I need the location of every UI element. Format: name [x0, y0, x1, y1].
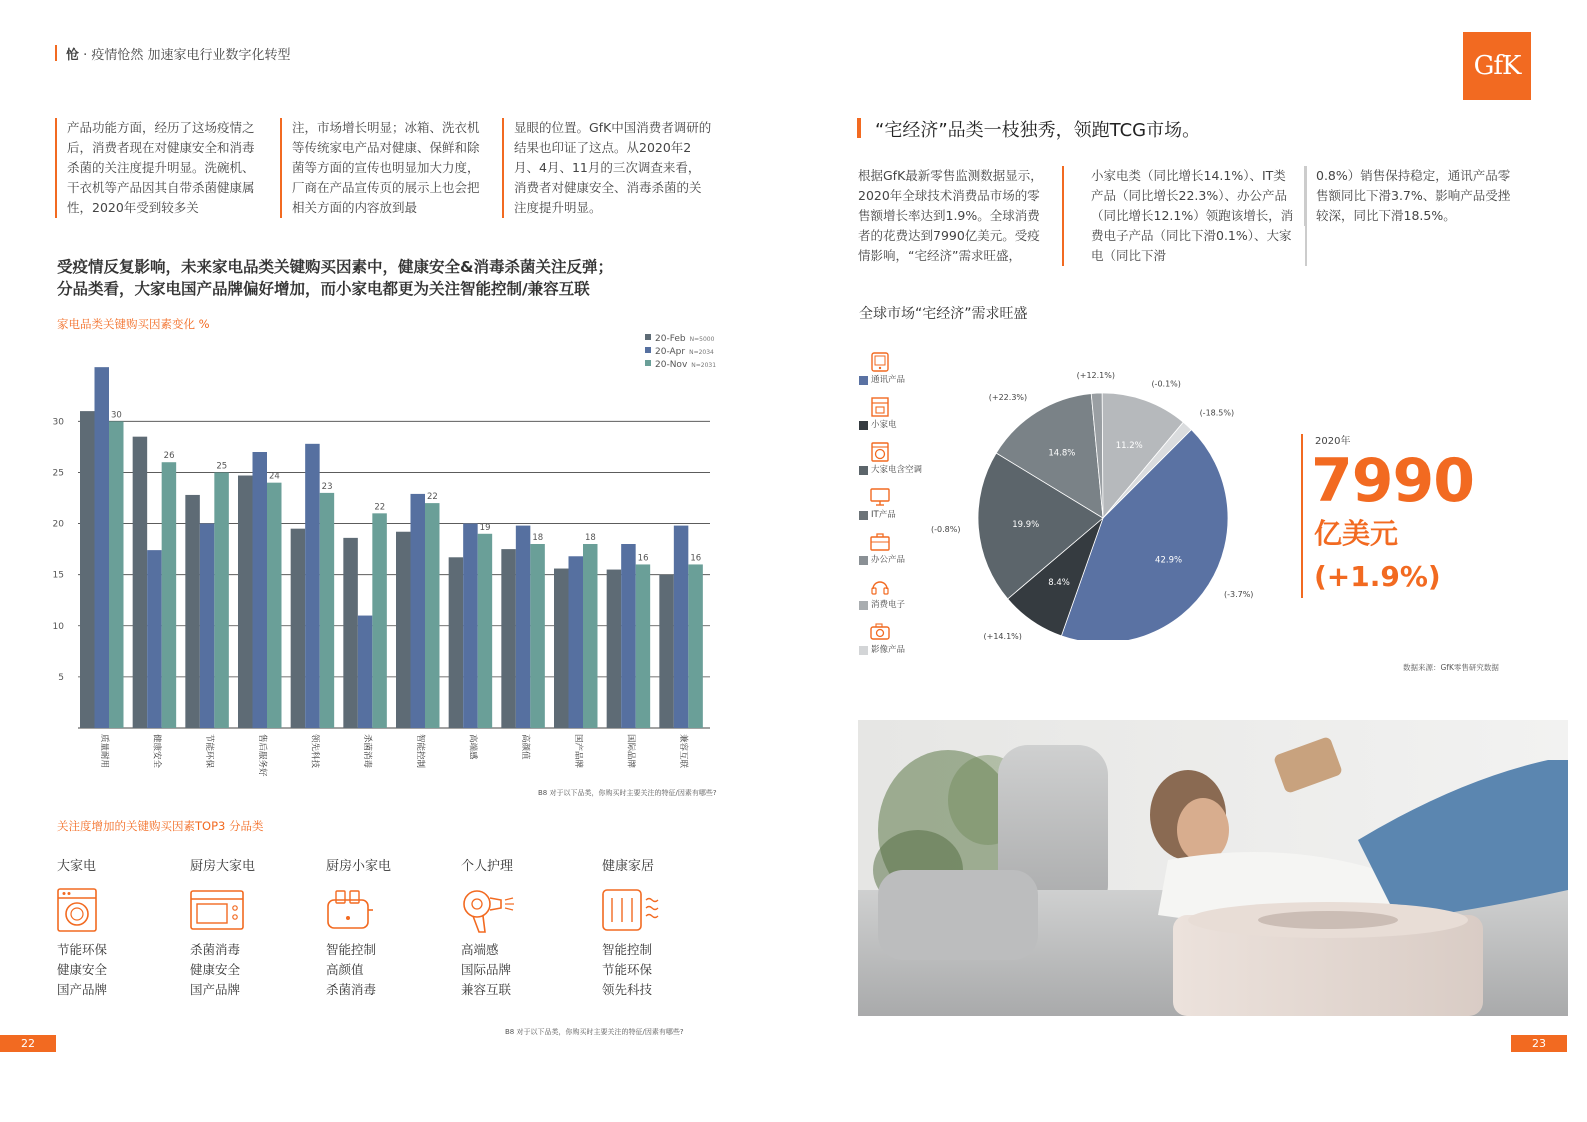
y-tick-label: 15	[52, 570, 64, 581]
left-section-heading	[57, 256, 737, 300]
legend-sample: N=2034	[689, 349, 714, 356]
highlight-number: 7990	[1311, 446, 1474, 516]
category-item: 健康安全	[57, 962, 108, 977]
legend-label: 小家电	[871, 420, 897, 430]
bar	[162, 462, 177, 728]
lifestyle-photo-art	[858, 720, 1568, 1016]
pie-section-title: 全球市场“宅经济”需求旺盛	[859, 306, 1028, 322]
briefcase-icon	[870, 532, 890, 552]
x-tick-label: 杀菌消毒	[362, 734, 373, 769]
phone-icon	[870, 352, 890, 372]
category-item: 高端感	[461, 942, 499, 957]
highlight-accent-line	[1301, 434, 1303, 598]
bar	[636, 564, 651, 728]
bar	[214, 472, 229, 728]
bar	[607, 570, 622, 728]
bar	[674, 526, 689, 728]
data-label: 22	[374, 502, 386, 513]
bar	[583, 544, 598, 728]
right-column-3: 0.8%）销售保持稳定，通讯产品零售额同比下滑3.7%、影响产品受挫较深，同比下滑18.5%。	[1304, 166, 1514, 226]
page-number-right: 23	[1511, 1035, 1567, 1052]
hair-dryer-icon	[461, 888, 517, 934]
bar	[425, 503, 440, 728]
bar-chart	[40, 360, 720, 800]
bar	[554, 569, 569, 728]
slice-growth-label: (+12.1%)	[1076, 371, 1115, 381]
pie-chart	[930, 370, 1270, 640]
slice-label: 8.4%	[1048, 577, 1070, 588]
slice-growth-label: (-18.5%)	[1199, 408, 1235, 418]
top3-category-personal-care	[461, 855, 517, 1000]
legend-label: 消费电子	[871, 600, 906, 610]
header-title-bold: 怆	[66, 48, 80, 63]
bar	[411, 494, 426, 728]
bar	[291, 529, 306, 728]
x-tick-label: 国际品牌	[625, 734, 636, 769]
heater-icon	[602, 888, 664, 934]
left-column-2: 注，市场增长明显；冰箱、洗衣机等传统家电产品对健康、保鲜和除菌等方面的宣传也明显加大力度，厂商在产品宣传页的展示上也会把相关方面的内容放到最	[280, 118, 482, 218]
bar	[320, 493, 335, 728]
heading-line-2: 分品类看，大家电国产品牌偏好增加，而小家电都更为关注智能控制/兼容互联	[57, 280, 590, 298]
y-tick-label: 30	[52, 417, 64, 428]
highlight-year: 2020年	[1315, 436, 1351, 447]
legend-label: 20-Feb	[655, 334, 686, 344]
x-tick-label: 健康安全	[151, 734, 162, 769]
legend-label: 影像产品	[871, 645, 906, 655]
slice-growth-label: (+22.3%)	[988, 392, 1028, 402]
right-title-accent	[857, 118, 861, 138]
data-label: 19	[479, 522, 491, 533]
bar-chart-footnote: B8 对于以下品类，你购买时主要关注的特征/因素有哪些?	[538, 789, 717, 797]
x-tick-label: 兼容互联	[678, 734, 689, 769]
data-label: 22	[427, 492, 438, 503]
bar	[253, 452, 268, 728]
bar	[109, 421, 124, 728]
legend-sample: N=5000	[689, 336, 715, 343]
top3-title: 关注度增加的关键购买因素TOP3 分品类	[57, 819, 264, 833]
category-item: 智能控制	[602, 942, 653, 957]
x-tick-label: 智能控制	[414, 734, 425, 769]
bar	[396, 532, 411, 728]
data-label: 23	[321, 481, 333, 492]
highlight-growth: (+1.9%)	[1314, 560, 1441, 593]
category-name: 健康家居	[602, 859, 655, 874]
bar	[688, 564, 703, 728]
oven-icon	[190, 888, 246, 934]
category-item: 杀菌消毒	[190, 942, 241, 957]
top3-category-healthy-home	[602, 855, 664, 1000]
bar	[501, 549, 516, 728]
slice-label: 11.2%	[1115, 441, 1143, 452]
header-accent-bar	[55, 45, 57, 61]
legend-swatch	[645, 334, 651, 340]
x-tick-label: 高颜值	[520, 734, 531, 760]
y-tick-label: 25	[52, 468, 64, 479]
right-page-title: “宅经济”品类一枝独秀，领跑TCG市场。	[875, 120, 1201, 141]
bar	[659, 575, 674, 728]
legend-swatch	[859, 646, 868, 655]
legend-sample: N=2031	[691, 362, 717, 369]
legend-swatch	[859, 601, 868, 610]
category-item: 高颜值	[326, 962, 364, 977]
page-number-left: 22	[0, 1035, 56, 1052]
y-tick-label: 10	[52, 621, 64, 632]
coffee-machine-icon	[870, 397, 890, 417]
left-column-1: 产品功能方面，经历了这场疫情之后，消费者现在对健康安全和消毒杀菌的关注度提升明显。洗碗机、干衣机等产品因其自带杀菌健康属性，2020年受到较多关	[55, 118, 260, 218]
bar	[185, 495, 200, 728]
toaster-icon	[326, 888, 376, 934]
washing-machine-icon	[870, 442, 890, 462]
category-name: 厨房小家电	[326, 859, 392, 874]
top3-category-big-appliance	[57, 855, 107, 1000]
bar	[372, 513, 387, 728]
category-item: 领先科技	[602, 982, 653, 997]
monitor-icon	[870, 487, 890, 507]
slice-growth-label: (-3.7%)	[1223, 590, 1254, 600]
slice-growth-label: (+14.1%)	[983, 631, 1022, 640]
legend-swatch	[859, 556, 868, 565]
category-item: 国产品牌	[190, 982, 241, 997]
data-label: 30	[111, 410, 122, 421]
bar	[358, 616, 373, 728]
y-tick-label: 5	[58, 672, 64, 683]
bar	[569, 556, 584, 728]
data-source: 数据来源：GfK零售研究数据	[1403, 663, 1499, 672]
bar	[95, 367, 110, 728]
legend-label: 20-Nov	[655, 360, 688, 370]
bar	[147, 550, 162, 728]
bar	[530, 544, 545, 728]
top3-category-kitchen-small	[326, 855, 391, 1000]
heading-line-1: 受疫情反复影响，未来家电品类关键购买因素中，健康安全&消毒杀菌关注反弹；	[57, 258, 614, 276]
x-tick-label: 质量耐用	[98, 734, 109, 769]
data-label: 24	[269, 471, 280, 482]
bar	[267, 483, 282, 728]
category-item: 国产品牌	[57, 982, 108, 997]
right-column-1: 根据GfK最新零售监测数据显示，2020年全球技术消费品市场的零售额增长率达到1.9%。全球消费者的花费达到7990亿美元。受疫情影响，“宅经济”需求旺盛，	[858, 166, 1064, 266]
washing-machine-icon	[57, 888, 99, 934]
data-label: 25	[216, 461, 228, 472]
bar	[133, 437, 148, 728]
bar-chart-title: 家电品类关键购买因素变化 %	[57, 317, 210, 331]
category-item: 杀菌消毒	[326, 982, 377, 997]
bar	[80, 411, 95, 728]
legend-item-apr	[645, 346, 716, 359]
category-name: 厨房大家电	[190, 859, 256, 874]
category-item: 节能环保	[602, 962, 653, 977]
legend-label: IT产品	[871, 510, 896, 520]
y-tick-label: 20	[52, 519, 64, 530]
slice-growth-label: (-0.1%)	[1151, 379, 1181, 389]
top3-footnote: B8 对于以下品类，你购买时主要关注的特征/因素有哪些?	[505, 1028, 684, 1036]
bar	[238, 476, 253, 728]
slice-growth-label: (-0.8%)	[930, 525, 961, 535]
data-label: 18	[585, 533, 596, 543]
data-label: 16	[637, 553, 649, 564]
right-column-2: 小家电类（同比增长14.1%）、IT类产品（同比增长22.3%）、办公产品（同比增长12.1%）领跑该增长，消费电子产品（同比下滑0.1%）、大家电（同比下滑	[1081, 166, 1307, 266]
bar	[449, 557, 464, 728]
gfk-logo: GfK	[1463, 32, 1531, 100]
bar	[463, 524, 478, 728]
headset-icon	[870, 577, 890, 597]
category-item: 节能环保	[57, 942, 108, 957]
data-label: 18	[532, 533, 544, 543]
legend-label: 通讯产品	[871, 375, 906, 385]
x-tick-label: 售后服务好	[256, 734, 267, 777]
legend-swatch	[859, 421, 868, 430]
header-title-rest: · 疫情怆然 加速家电行业数字化转型	[79, 48, 291, 63]
data-label: 16	[690, 553, 702, 564]
x-tick-label: 节能环保	[204, 734, 215, 769]
legend-label: 大家电含空调	[871, 465, 923, 475]
highlight-unit: 亿美元	[1314, 517, 1399, 550]
legend-label: 20-Apr	[655, 347, 686, 357]
slice-label: 14.8%	[1048, 448, 1076, 459]
bar	[516, 526, 531, 728]
data-label: 26	[163, 451, 175, 462]
x-tick-label: 高端感	[467, 734, 478, 760]
left-column-3: 显眼的位置。GfK中国消费者调研的结果也印证了这点。从2020年2月、4月、11月的三次调查来看，消费者对健康安全、消毒杀菌的关注度提升明显。	[502, 118, 712, 218]
legend-swatch	[645, 347, 651, 353]
bar	[343, 538, 358, 728]
category-item: 健康安全	[190, 962, 241, 977]
legend-swatch	[859, 511, 868, 520]
category-item: 国际品牌	[461, 962, 512, 977]
bar	[478, 534, 493, 728]
slice-label: 42.9%	[1155, 555, 1183, 566]
header-title	[66, 44, 291, 63]
legend-swatch	[859, 376, 868, 385]
legend-swatch	[859, 466, 868, 475]
category-item: 兼容互联	[461, 982, 512, 997]
bar	[621, 544, 636, 728]
bar	[305, 444, 320, 728]
x-tick-label: 国产品牌	[572, 734, 583, 769]
camera-icon	[870, 622, 890, 642]
category-item: 智能控制	[326, 942, 377, 957]
category-name: 大家电	[57, 859, 97, 874]
top3-category-kitchen-big	[190, 855, 255, 1000]
category-name: 个人护理	[461, 859, 514, 874]
lifestyle-photo	[858, 720, 1568, 1016]
slice-label: 19.9%	[1012, 520, 1040, 531]
legend-label: 办公产品	[871, 555, 906, 565]
x-tick-label: 领先科技	[309, 734, 320, 769]
legend-item-feb	[645, 333, 716, 346]
bar	[200, 524, 215, 728]
